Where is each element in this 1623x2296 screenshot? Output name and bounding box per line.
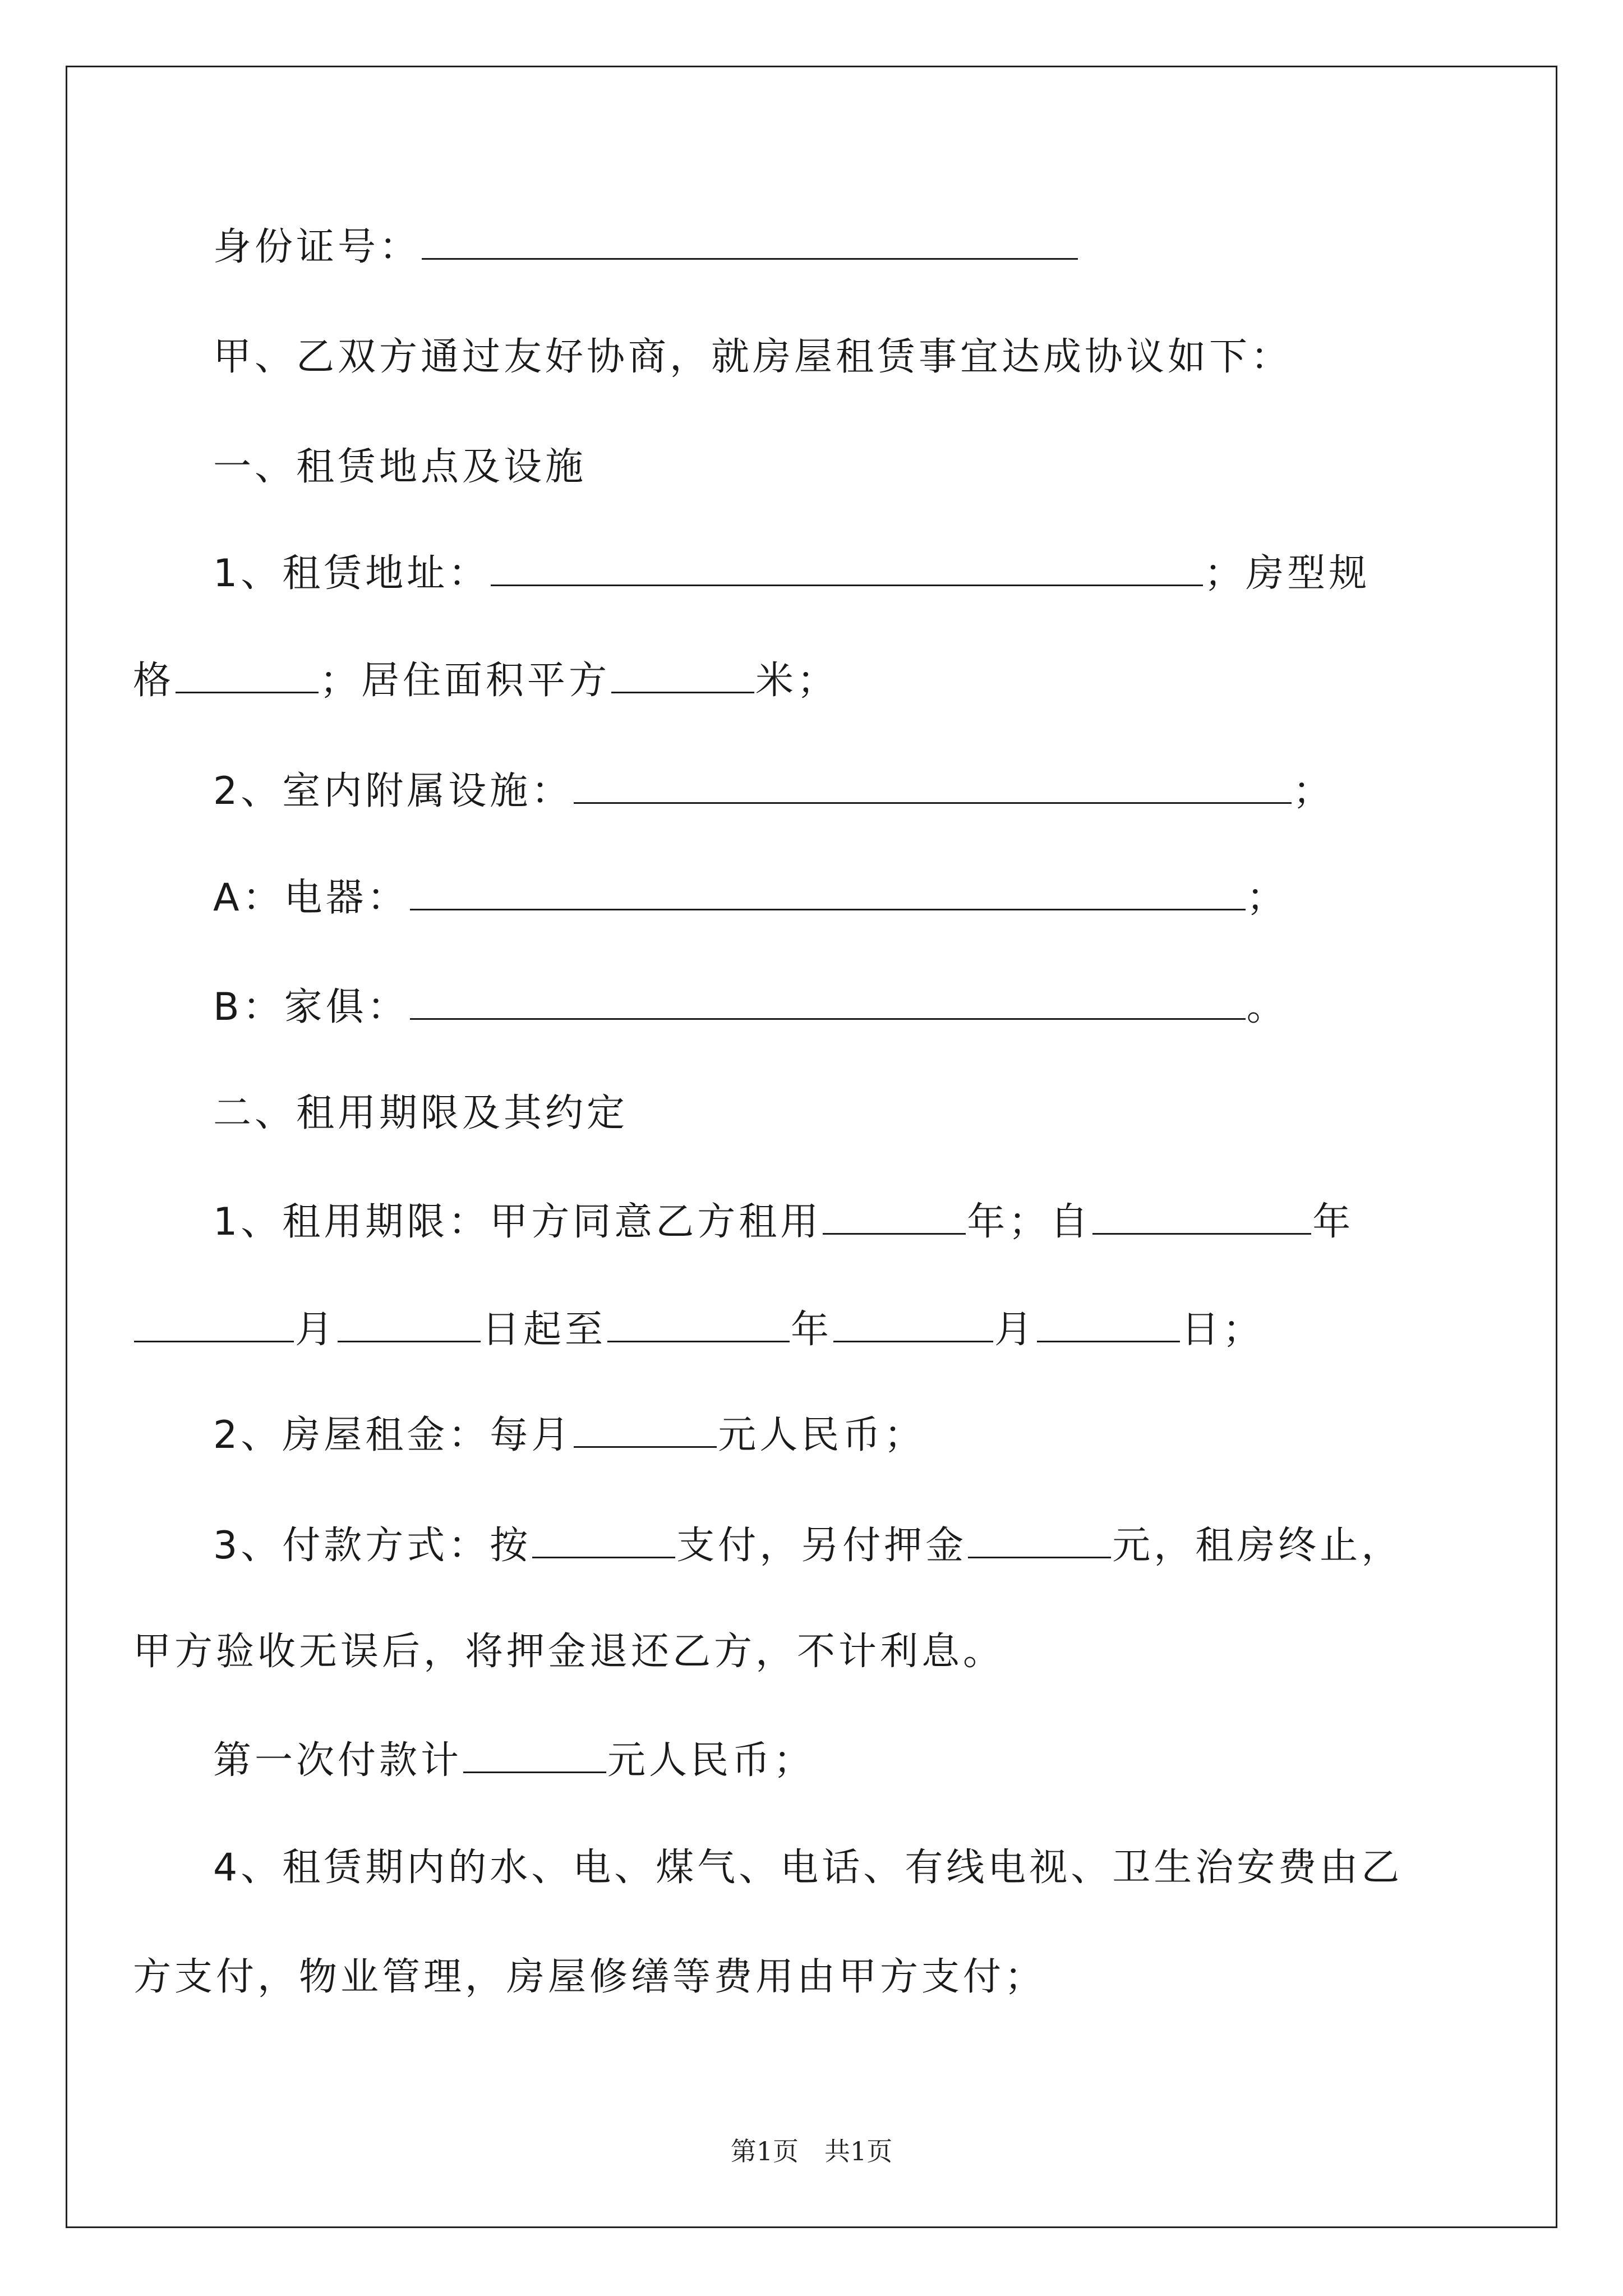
appliances-end: ；	[1246, 876, 1288, 920]
spec-label: 格	[133, 659, 175, 703]
rent-unit: 元人民币；	[718, 1413, 926, 1457]
facilities-label: 2、室内附属设施：	[213, 769, 573, 813]
end-day-blank	[1037, 1307, 1180, 1342]
furniture-blank	[410, 984, 1246, 1020]
lease-dates-line	[133, 1307, 1264, 1352]
rental-address-line	[213, 551, 1370, 596]
start-day-blank	[338, 1307, 481, 1342]
start-month-unit: 月	[295, 1308, 337, 1352]
appliances-blank	[410, 875, 1246, 910]
lease-term-label: 1、租用期限：甲方同意乙方租用	[213, 1200, 822, 1244]
first-payment-line	[213, 1738, 815, 1783]
furniture-line	[213, 984, 1288, 1030]
rent-line	[213, 1412, 925, 1458]
payment-label: 3、付款方式：按	[213, 1524, 532, 1568]
agreement-intro: 甲、乙双方通过友好协商，就房屋租赁事宜达成协议如下：	[213, 335, 1293, 379]
payment-line	[213, 1523, 1403, 1568]
end-month-unit: 月	[994, 1308, 1036, 1352]
facilities-blank	[574, 769, 1292, 804]
id-number-label: 身份证号：	[213, 225, 421, 269]
end-year-blank	[607, 1307, 790, 1342]
start-year-unit: 年	[1312, 1200, 1354, 1244]
rental-address-blank	[491, 551, 1203, 586]
section-2-heading: 二、租用期限及其约定	[213, 1091, 629, 1135]
end-day-unit: 日；	[1181, 1308, 1265, 1352]
start-month-blank	[134, 1307, 294, 1342]
area-blank	[611, 658, 754, 693]
lease-years-blank	[823, 1199, 966, 1235]
end-month-blank	[833, 1307, 993, 1342]
appliances-label: A：电器：	[213, 876, 409, 920]
until-label: 日起至	[482, 1308, 607, 1352]
area-line	[133, 658, 838, 703]
room-type-label: ；房型规	[1204, 551, 1371, 596]
furniture-label: B：家俱：	[213, 985, 409, 1029]
lease-term-line	[213, 1199, 1354, 1245]
rent-label: 2、房屋租金：每月	[213, 1413, 573, 1457]
deposit-label: 支付，另付押金	[676, 1524, 967, 1568]
deposit-return-line: 甲方验收无误后，将押金退还乙方，不计利息。	[133, 1630, 1005, 1674]
area-label: ；居住面积平方	[320, 659, 611, 703]
facilities-line	[213, 769, 1334, 814]
section-1-heading: 一、租赁地点及设施	[213, 445, 587, 489]
first-payment-label: 第一次付款计	[213, 1738, 463, 1783]
area-unit: 米；	[755, 659, 839, 703]
payment-cycle-blank	[532, 1523, 675, 1558]
id-number-line	[213, 224, 1079, 270]
rent-blank	[574, 1412, 717, 1448]
utilities-line-cont: 方支付，物业管理，房屋修缮等费用由甲方支付；	[133, 1955, 1046, 1999]
id-number-blank	[422, 224, 1078, 260]
deposit-blank	[968, 1523, 1111, 1558]
appliances-line	[213, 875, 1288, 921]
start-year-blank	[1092, 1199, 1311, 1235]
page-footer: 第1页 共1页	[730, 2136, 893, 2166]
first-payment-unit: 元人民币；	[607, 1738, 815, 1783]
termination-label: 元，租房终止，	[1112, 1524, 1403, 1568]
first-payment-blank	[463, 1738, 606, 1773]
utilities-line: 4、租赁期内的水、电、煤气、电话、有线电视、卫生治安费由乙	[213, 1846, 1403, 1890]
rental-address-label: 1、租赁地址：	[213, 551, 490, 596]
page-border	[66, 66, 1557, 2228]
end-year-unit: 年	[791, 1308, 833, 1352]
spec-blank	[176, 658, 319, 693]
furniture-end: 。	[1246, 985, 1288, 1029]
lease-from-label: 年；自	[967, 1200, 1092, 1244]
facilities-end: ；	[1293, 769, 1335, 813]
